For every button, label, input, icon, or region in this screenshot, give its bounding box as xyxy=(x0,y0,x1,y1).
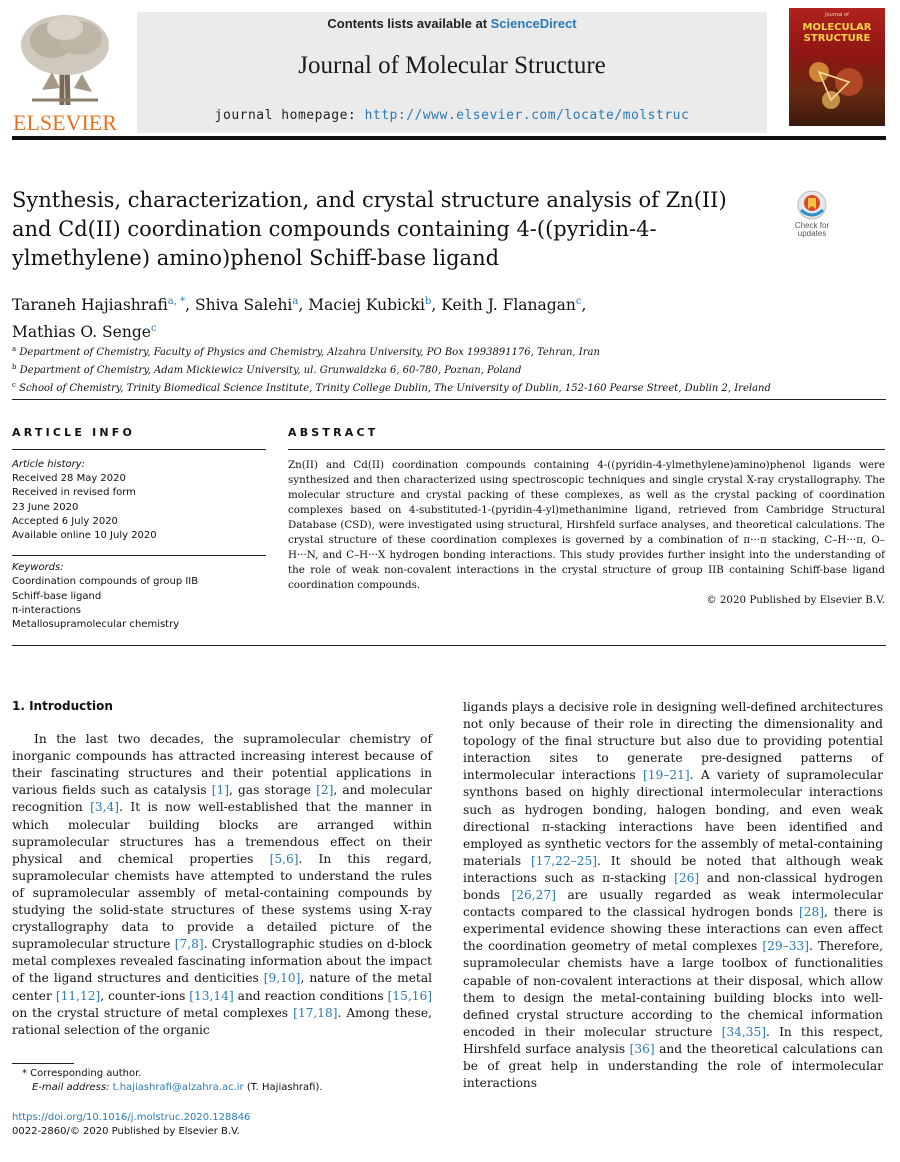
journal-homepage-line xyxy=(137,108,767,123)
footnote-rule xyxy=(12,1063,74,1064)
body-text-run: , counter-ions xyxy=(100,988,190,1003)
citation-link[interactable]: [36] xyxy=(629,1041,655,1056)
corresponding-author-footnote xyxy=(22,1067,452,1095)
author-affiliation-mark[interactable]: c xyxy=(150,323,157,334)
section-heading-introduction: 1. Introduction xyxy=(12,699,113,713)
citation-link[interactable]: [34,35] xyxy=(721,1024,767,1039)
author[interactable]: Mathias O. Senge$^c$ xyxy=(12,323,157,341)
keywords-label: Keywords: xyxy=(12,562,64,574)
body-text-run: . Therefore, supramolecular chemists have a large toolbox of functionalities capable of non-covalent interactions at their disposal, which allow them to design the metal-containing building blocks into well-defined crystal structure according to the chemical information encoded in their molecular structure xyxy=(463,939,883,1039)
citation-link[interactable]: [5,6] xyxy=(269,851,299,866)
abstract-rule xyxy=(288,449,885,450)
abstract-panel xyxy=(288,458,885,608)
body-text-run: . Crystallographic studies on d-block metal complexes revealed fascinating information about the impact of the ligand structures and denticities xyxy=(12,937,432,986)
history-label: Article history: xyxy=(12,459,86,470)
body-text-run: . It should be noted that although weak interactions such as π-stacking xyxy=(463,853,883,885)
body-text-run: . Among these, rational selection of the organic xyxy=(12,1005,432,1037)
cover-title-line-1: MOLECULAR xyxy=(802,22,872,33)
citation-link[interactable]: [17,18] xyxy=(293,1005,338,1020)
keywords-rule xyxy=(12,555,266,556)
homepage-url-link[interactable]: http://www.elsevier.com/locate/molstruc xyxy=(364,108,690,123)
body-text-run: , nature of the metal center xyxy=(12,971,432,1003)
citation-link[interactable]: [17,22–25] xyxy=(530,853,597,868)
body-text-run: . A variety of supramolecular synthons based on highly directional intermolecular interactions such as hydrogen bonding, halogen bonding, and even weak directional π-stacking interactions have been identified and employed as synthetic vectors for the assembly of metal-containing materials xyxy=(463,768,883,868)
citation-link[interactable]: [11,12] xyxy=(55,988,101,1003)
body-text-run: ligands plays a decisive role in designing well-defined architectures not only because of their role in directing the dimensionality and topology of the final structure but also due to providing potential interaction sites to generate pre-designed patterns of intermolecular interactions xyxy=(463,700,883,783)
history-item: Received in revised form xyxy=(12,487,136,499)
citation-link[interactable]: [1] xyxy=(211,783,230,798)
article-info-rule xyxy=(12,449,266,450)
citation-link[interactable]: [3,4] xyxy=(90,800,120,815)
body-text-run: and non-classical hydrogen bonds xyxy=(463,870,883,903)
article-info-heading: ARTICLE INFO xyxy=(12,426,136,439)
cover-molecule-art-icon xyxy=(799,52,875,116)
citation-link[interactable]: [9,10] xyxy=(263,971,301,986)
email-label: E-mail address: xyxy=(32,1082,113,1093)
citation-link[interactable]: [15,16] xyxy=(387,988,432,1003)
homepage-label: journal homepage: xyxy=(214,108,365,123)
introduction-paragraph-2 xyxy=(463,699,883,1092)
footnote-text: Corresponding author. xyxy=(27,1068,142,1079)
journal-header-band xyxy=(137,12,767,133)
body-column-left xyxy=(12,698,432,1039)
email-suffix: (T. Hajiashrafi). xyxy=(243,1082,323,1093)
body-text-run: In the last two decades, the supramolecular chemistry of inorganic compounds has attracted increasing interest because of their fascinating structures and their potential applications in various fields such as catalysis xyxy=(12,732,432,798)
contents-prefix: Contents lists available at xyxy=(327,16,491,31)
article-info-panel xyxy=(12,458,266,632)
crossmark-label: Check for updates xyxy=(794,221,830,238)
body-text-run: , there is experimental evidence showing these interactions can even affect the coordination geometry of metal complexes xyxy=(463,905,883,954)
citation-link[interactable]: [26] xyxy=(674,870,700,885)
cover-title-line-2: STRUCTURE xyxy=(803,33,871,44)
article-title: Synthesis, characterization, and crystal structure analysis of Zn(II) and Cd(II) coordination compounds containing 4-((pyridin-4-ylmethylene) amino)phenol Schiff-base ligand xyxy=(12,188,727,270)
keyword-item: Metallosupramolecular chemistry xyxy=(12,619,180,631)
check-for-updates-badge[interactable] xyxy=(787,190,837,242)
cover-subtitle: Journal of xyxy=(825,12,849,18)
footnote-mark: * xyxy=(22,1068,27,1079)
citation-link[interactable]: [2] xyxy=(316,783,334,798)
body-text-run: , and molecular recognition xyxy=(12,783,432,815)
journal-title: Journal of Molecular Structure xyxy=(298,52,606,79)
author-affiliation-mark[interactable]: b xyxy=(425,296,432,307)
citation-link[interactable]: [26,27] xyxy=(511,888,556,903)
abstract-text: Zn(II) and Cd(II) coordination compounds containing 4-((pyridin-4-ylmethylene)amino)phenol ligands were synthesized and then characterized using spectroscopic techniques and single crystal X-ray crystallography. The molecular structure and crystal packing of these complexes, as well as the crystal packing of coordination complexes based on 4-substituted-1-(pyridin-4-yl)methanimine ligand, retrieved from Cambridge Structural Database (CSD), were investigated using structural, Hirshfeld surface analyses, and theoretical calculations. The crystal structure of these coordination complexes is governed by a combination of π···π stacking, C–H···π, O–H···N, and C–H···X hydrogen bonding interactions. This study provides further insight into the understanding of the role of weak non-covalent interactions in the crystal structure of group IIB containing Schiff-base ligand coordination compounds. xyxy=(288,459,885,591)
journal-cover-thumbnail[interactable] xyxy=(789,8,885,126)
citation-link[interactable]: [13,14] xyxy=(189,988,234,1003)
sciencedirect-link[interactable]: ScienceDirect xyxy=(490,16,577,31)
history-item: Received 28 May 2020 xyxy=(12,473,126,485)
issn-copyright: 0022-2860/© 2020 Published by Elsevier B.V. xyxy=(12,1126,240,1137)
affiliation-item: $^a$ Department of Chemistry, Faculty of Physics and Chemistry, Alzahra University, PO Box 1993891176, Tehran, Iran xyxy=(12,345,600,358)
citation-link[interactable]: [7,8] xyxy=(174,937,204,952)
body-text-run: and reaction conditions xyxy=(233,988,388,1003)
body-text-run: are usually regarded as weak intermolecular contacts compared to the classical hydrogen bonds xyxy=(463,888,884,920)
affiliation-item: $^b$ Department of Chemistry, Adam Mickiewicz University, ul. Grunwaldzka 6, 60-780, Poznan, Poland xyxy=(12,363,522,376)
affiliation-divider xyxy=(12,399,886,400)
author[interactable]: Keith J. Flanagan$^c$, xyxy=(441,296,587,314)
doi-link[interactable]: https://doi.org/10.1016/j.molstruc.2020.128846 xyxy=(12,1112,251,1123)
body-text-run: . In this regard, supramolecular chemists have attempted to understand the rules of supramolecular assembly of metal-containing compounds by studying the solid-state structures of these systems using X-ray crystallography data to provide a detailed picture of the supramolecular structure xyxy=(12,851,432,952)
abstract-bottom-divider xyxy=(12,645,886,646)
doi-block xyxy=(12,1111,442,1139)
abstract-heading: ABSTRACT xyxy=(288,426,379,439)
citation-link[interactable]: [19–21] xyxy=(643,768,690,783)
abstract-copyright: © 2020 Published by Elsevier B.V. xyxy=(706,594,885,606)
affiliation-list xyxy=(12,342,882,396)
citation-link[interactable]: [28] xyxy=(798,905,824,920)
body-text-run: . In this respect, Hirshfeld surface analysis xyxy=(463,1024,883,1056)
keyword-item: Schiff-base ligand xyxy=(12,590,102,602)
elsevier-logo[interactable] xyxy=(12,10,118,135)
body-column-right xyxy=(463,699,883,1092)
body-text-run: , gas storage xyxy=(229,783,317,798)
email-link[interactable]: t.hajiashrafi@alzahra.ac.ir xyxy=(112,1082,244,1093)
header-divider xyxy=(12,136,886,140)
crossmark-icon xyxy=(787,190,837,222)
cover-title xyxy=(789,22,885,44)
author[interactable]: Maciej Kubicki$^b$, xyxy=(308,296,442,314)
publisher-wordmark: ELSEVIER xyxy=(13,110,117,135)
elsevier-tree-icon xyxy=(12,10,118,110)
body-text-run: and the theoretical calculations can be of great help in understanding the role of intermolecular interactions xyxy=(463,1041,883,1091)
body-text-run: . It is now well-established that the manner in which molecular building blocks are arranged within supramolecular structures has a tremendous effect on their physical and chemical properties xyxy=(12,800,432,866)
author[interactable]: Taraneh Hajiashrafi$^{a, *}$, xyxy=(12,296,195,314)
keyword-item: Coordination compounds of group IIB xyxy=(12,576,199,588)
citation-link[interactable]: [29–33] xyxy=(762,939,809,954)
author[interactable]: Shiva Salehi$^a$, xyxy=(194,296,309,314)
author-affiliation-mark[interactable]: c xyxy=(575,296,582,307)
contents-line xyxy=(137,16,767,31)
author-affiliation-mark[interactable]: a xyxy=(292,296,299,307)
introduction-paragraph-1 xyxy=(12,731,432,1039)
body-text-run: on the crystal structure of metal complexes xyxy=(12,1005,294,1020)
author-affiliation-mark[interactable]: a, * xyxy=(167,296,186,307)
keyword-item: π-interactions xyxy=(12,604,81,616)
history-item: Accepted 6 July 2020 xyxy=(12,515,118,527)
affiliation-item: $^c$ School of Chemistry, Trinity Biomedical Science Institute, Trinity College Dublin, The University of Dublin, 152-160 Pearse Street, Dublin 2, Ireland xyxy=(12,381,771,394)
author-list xyxy=(12,290,772,344)
history-item: 23 June 2020 xyxy=(12,501,79,513)
history-item: Available online 10 July 2020 xyxy=(12,530,157,542)
